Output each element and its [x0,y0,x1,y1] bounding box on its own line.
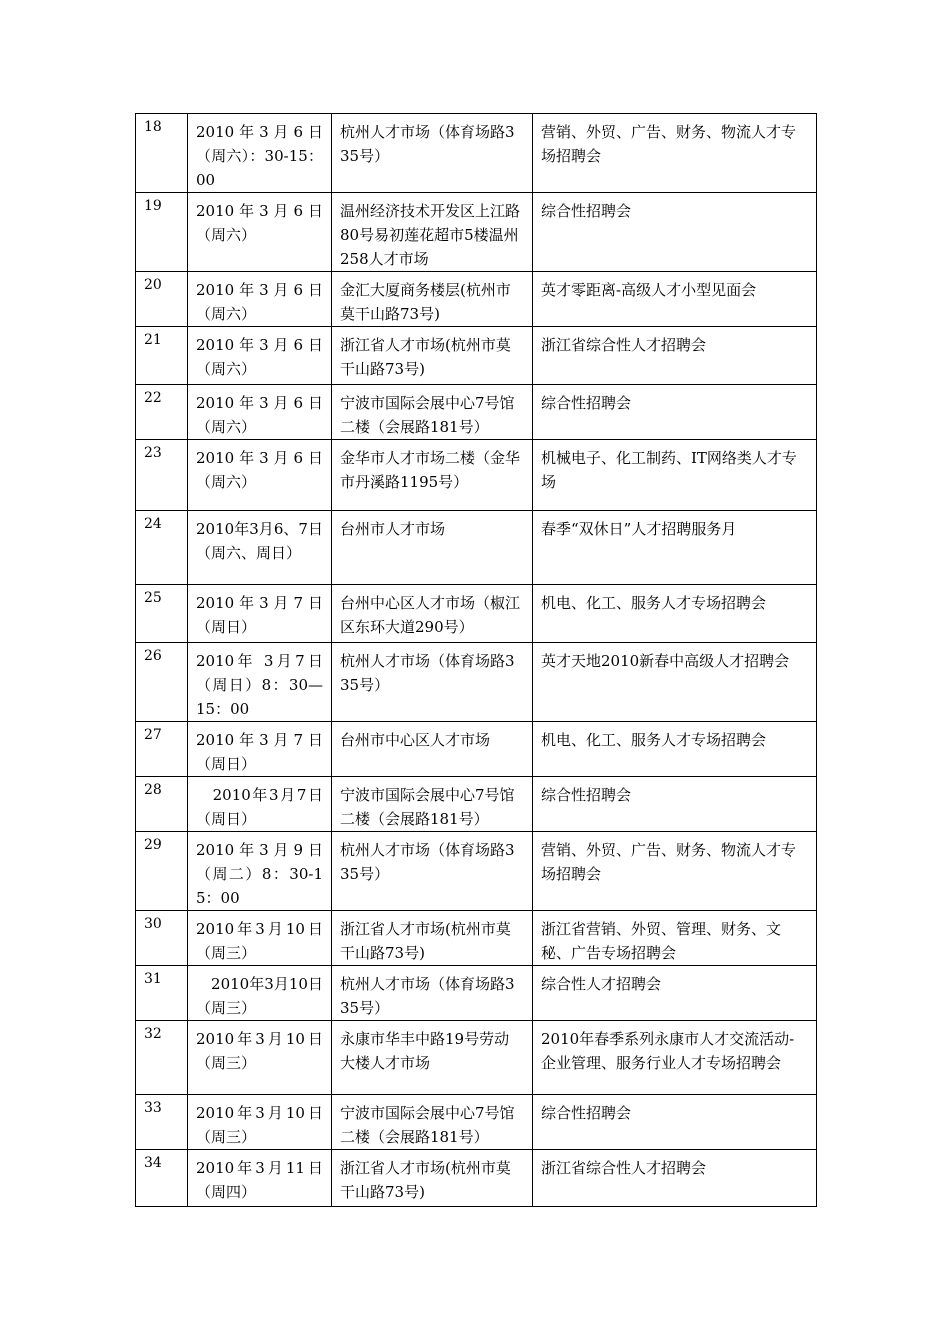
row-number: 18 [136,114,188,193]
event-cell: 英才天地2010新春中高级人才招聘会 [533,643,817,722]
event-cell: 机电、化工、服务人才专场招聘会 [533,585,817,643]
row-number: 22 [136,385,188,440]
event-cell: 春季“双休日”人才招聘服务月 [533,511,817,585]
event-cell: 浙江省综合性人才招聘会 [533,1150,817,1207]
date-cell: 2010年 3月7日（周日）8：30—15：00 [188,643,332,722]
venue-cell: 金汇大厦商务楼层(杭州市莫干山路73号) [332,272,533,327]
row-number: 23 [136,440,188,511]
job-fair-schedule-table [135,113,817,1207]
venue-cell: 台州中心区人才市场（椒江区东环大道290号） [332,585,533,643]
venue-cell: 宁波市国际会展中心7号馆二楼（会展路181号） [332,777,533,832]
table-row [136,1021,817,1095]
table-row [136,585,817,643]
event-cell: 营销、外贸、广告、财务、物流人才专场招聘会 [533,832,817,911]
date-cell: 2010年3月10日（周三） [188,911,332,966]
event-cell: 机械电子、化工制药、IT网络类人才专场 [533,440,817,511]
date-cell: 2010年3月6日（周六）：30-15：00 [188,114,332,193]
event-cell: 综合性招聘会 [533,193,817,272]
row-number: 20 [136,272,188,327]
table-row [136,643,817,722]
event-cell: 浙江省营销、外贸、管理、财务、文秘、广告专场招聘会 [533,911,817,966]
event-cell: 机电、化工、服务人才专场招聘会 [533,722,817,777]
row-number: 27 [136,722,188,777]
venue-cell: 宁波市国际会展中心7号馆二楼（会展路181号） [332,1095,533,1150]
table-row [136,777,817,832]
table-row [136,1150,817,1207]
date-cell: 2010年3月7日（周日） [188,777,332,832]
date-cell: 2010年3月6日（周六） [188,440,332,511]
row-number: 31 [136,966,188,1021]
venue-cell: 杭州人才市场（体育场路335号） [332,832,533,911]
venue-cell: 温州经济技术开发区上江路80号易初莲花超市5楼温州258人才市场 [332,193,533,272]
table-row [136,511,817,585]
row-number: 29 [136,832,188,911]
venue-cell: 杭州人才市场（体育场路335号） [332,643,533,722]
table-row [136,272,817,327]
venue-cell: 浙江省人才市场(杭州市莫干山路73号) [332,911,533,966]
event-cell: 浙江省综合性人才招聘会 [533,327,817,385]
date-cell: 2010年3月6日（周六） [188,272,332,327]
row-number: 33 [136,1095,188,1150]
venue-cell: 浙江省人才市场(杭州市莫干山路73号) [332,1150,533,1207]
table-row [136,440,817,511]
row-number: 34 [136,1150,188,1207]
date-cell: 2010年3月7日（周日） [188,722,332,777]
date-cell: 2010年3月10日（周三） [188,1021,332,1095]
date-cell: 2010年3月6日（周六） [188,327,332,385]
event-cell: 综合性人才招聘会 [533,966,817,1021]
table-row [136,832,817,911]
event-cell: 综合性招聘会 [533,777,817,832]
row-number: 24 [136,511,188,585]
row-number: 30 [136,911,188,966]
table-row [136,966,817,1021]
table-body [136,114,817,1207]
date-cell: 2010年3月6日（周六） [188,193,332,272]
venue-cell: 杭州人才市场（体育场路335号） [332,114,533,193]
event-cell: 营销、外贸、广告、财务、物流人才专场招聘会 [533,114,817,193]
date-cell: 2010年3月9日（周二）8：30-15：00 [188,832,332,911]
venue-cell: 杭州人才市场（体育场路335号） [332,966,533,1021]
event-cell: 综合性招聘会 [533,1095,817,1150]
row-number: 19 [136,193,188,272]
venue-cell: 宁波市国际会展中心7号馆二楼（会展路181号） [332,385,533,440]
row-number: 28 [136,777,188,832]
date-cell: 2010年3月11日（周四） [188,1150,332,1207]
date-cell: 2010年3月7日（周日） [188,585,332,643]
venue-cell: 台州市中心区人才市场 [332,722,533,777]
row-number: 26 [136,643,188,722]
venue-cell: 浙江省人才市场(杭州市莫干山路73号) [332,327,533,385]
table-row [136,911,817,966]
date-cell: 2010年3月6、7日（周六、周日） [188,511,332,585]
venue-cell: 永康市华丰中路19号劳动大楼人才市场 [332,1021,533,1095]
table-row [136,193,817,272]
event-cell: 2010年春季系列永康市人才交流活动- 企业管理、服务行业人才专场招聘会 [533,1021,817,1095]
event-cell: 综合性招聘会 [533,385,817,440]
table-row [136,385,817,440]
table-row [136,722,817,777]
row-number: 21 [136,327,188,385]
date-cell: 2010年3月10日（周三） [188,1095,332,1150]
date-cell: 2010年3月6日（周六） [188,385,332,440]
table-row [136,327,817,385]
table-row [136,1095,817,1150]
table-row [136,114,817,193]
event-cell: 英才零距离-高级人才小型见面会 [533,272,817,327]
row-number: 25 [136,585,188,643]
venue-cell: 台州市人才市场 [332,511,533,585]
date-cell: 2010年3月10日（周三） [188,966,332,1021]
venue-cell: 金华市人才市场二楼（金华市丹溪路1195号） [332,440,533,511]
row-number: 32 [136,1021,188,1095]
